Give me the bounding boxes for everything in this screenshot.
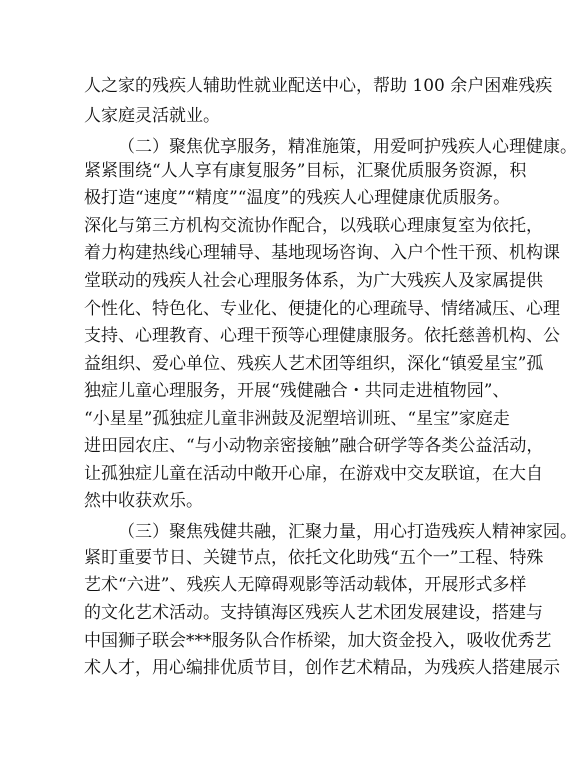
- paragraph-2-line-12: 进田园农庄、“与小动物亲密接触”融合研学等各类公益活动，: [84, 436, 544, 456]
- paragraph-2-line-3: 极打造“速度”“精度”“温度”的残疾人心理健康优质服务。: [84, 188, 511, 208]
- paragraph-2-line-4: 深化与第三方机构交流协作配合，以残联心理康复室为依托，: [84, 216, 543, 236]
- paragraph-2-line-11: “小星星”孤独症儿童非洲鼓及泥塑培训班、“星宝”家庭走: [84, 409, 510, 429]
- paragraph-2-line-13: 让孤独症儿童在活动中敞开心扉，在游戏中交友联谊，在大自: [84, 464, 543, 484]
- paragraph-3-line-3: 艺术“六进”、残疾人无障碍观影等活动载体，开展形式多样: [84, 575, 527, 595]
- paragraph-2-line-8: 支持、心理教育、心理干预等心理健康服务。依托慈善机构、公: [84, 326, 560, 346]
- paragraph-3-line-6: 术人才，用心编排优质节目，创作艺术精品，为残疾人搭建展示: [84, 658, 560, 678]
- paragraph-3-heading: （三）聚焦残健共融，汇聚力量，用心打造残疾人精神家园。: [118, 522, 577, 542]
- paragraph-3-line-4: 的文化艺术活动。支持镇海区残疾人艺术团发展建设，搭建与: [84, 603, 543, 623]
- paragraph-3-line-5: 中国狮子联会***服务队合作桥梁，加大资金投入，吸收优秀艺: [84, 631, 552, 651]
- paragraph-2-line-5: 着力构建热线心理辅导、基地现场咨询、入户个性干预、机构课: [84, 243, 560, 263]
- paragraph-2-heading: （二）聚焦优享服务，精准施策，用爱呵护残疾人心理健康。: [118, 137, 577, 157]
- paragraph-1-line-2: 人家庭灵活就业。: [84, 106, 220, 126]
- paragraph-2-line-14: 然中收获欢乐。: [84, 491, 203, 511]
- paragraph-2-line-10: 独症儿童心理服务，开展“残健融合・共同走进植物园”、: [84, 381, 510, 401]
- paragraph-2-line-7: 个性化、特色化、专业化、便捷化的心理疏导、情绪减压、心理: [84, 299, 560, 319]
- paragraph-2-line-2: 紧紧围绕“人人享有康复服务”目标，汇聚优质服务资源，积: [84, 161, 527, 181]
- paragraph-2-line-9: 益组织、爱心单位、残疾人艺术团等组织，深化“镇爱星宝”孤: [84, 354, 544, 374]
- paragraph-2-line-6: 堂联动的残疾人社会心理服务体系，为广大残疾人及家属提供: [84, 271, 543, 291]
- paragraph-3-line-2: 紧盯重要节日、关键节点，依托文化助残“五个一”工程、特殊: [84, 548, 544, 568]
- paragraph-1-line-1: 人之家的残疾人辅助性就业配送中心，帮助 100 余户困难残疾: [84, 76, 553, 96]
